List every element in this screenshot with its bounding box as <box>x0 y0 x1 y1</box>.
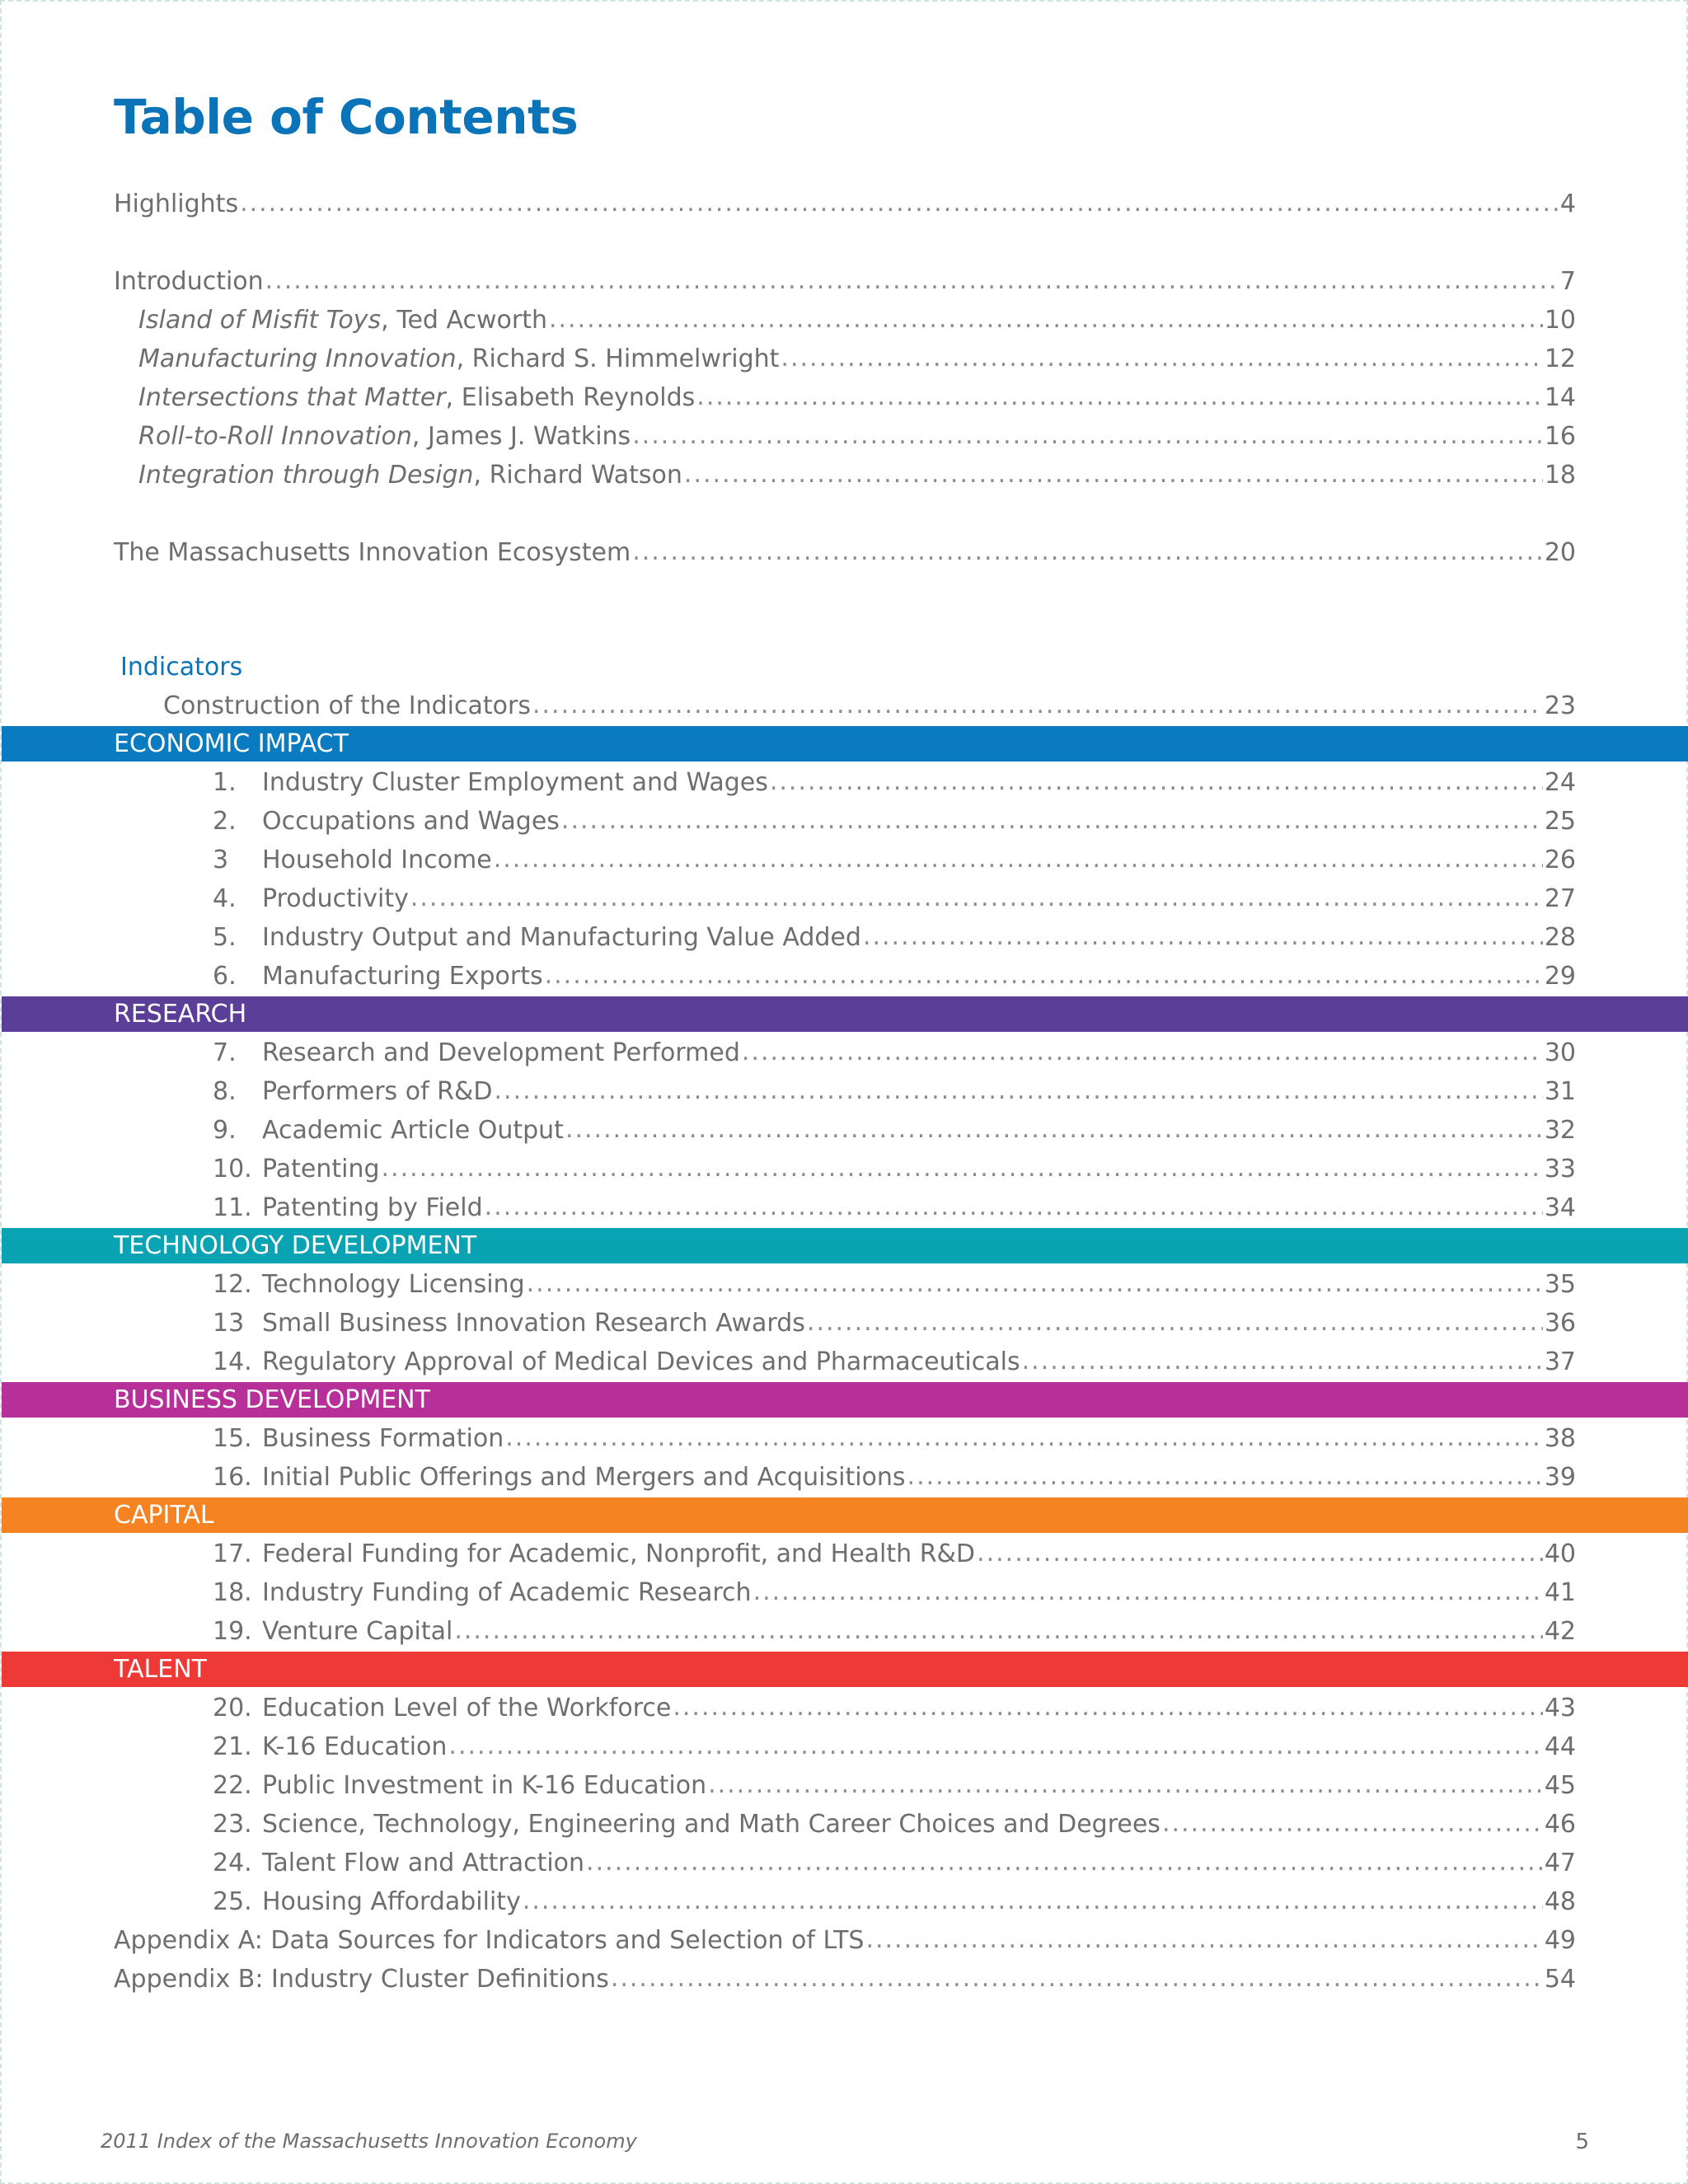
toc-entry-indicator[interactable] <box>2 1458 1688 1497</box>
entry-label: Venture Capital <box>262 1617 453 1646</box>
section-band-technology-development: TECHNOLOGY DEVELOPMENT <box>2 1228 1688 1263</box>
entry-page: 43 <box>1544 1694 1576 1722</box>
dot-leader <box>632 417 1543 455</box>
entry-label: Business Formation <box>262 1424 504 1453</box>
footer-page-number: 5 <box>1575 2130 1589 2154</box>
dot-leader <box>382 1150 1543 1188</box>
toc-entry-indicator[interactable] <box>2 1265 1688 1304</box>
toc-entry-indicator[interactable] <box>2 802 1688 841</box>
section-band-capital: CAPITAL <box>2 1497 1688 1533</box>
entry-page: 35 <box>1544 1270 1576 1299</box>
toc-entry-indicator[interactable] <box>2 1766 1688 1805</box>
entry-label: Productivity <box>262 884 409 913</box>
entry-page: 18 <box>1544 461 1576 490</box>
dot-leader <box>684 456 1543 494</box>
dot-leader <box>807 1304 1543 1342</box>
dot-leader <box>495 1072 1543 1110</box>
dot-leader <box>770 763 1543 801</box>
entry-page: 32 <box>1544 1116 1576 1145</box>
entry-label: Highlights <box>114 190 239 218</box>
entry-label: Household Income <box>262 846 492 874</box>
entry-number: 10. <box>213 1155 252 1183</box>
toc-entry-essay[interactable] <box>2 417 1688 456</box>
dot-leader <box>1162 1805 1543 1843</box>
entry-label: Housing Affordability <box>262 1887 521 1916</box>
toc-entry-indicator[interactable] <box>2 957 1688 996</box>
toc-entry-indicator[interactable] <box>2 1805 1688 1844</box>
entry-page: 7 <box>1559 267 1576 296</box>
toc-entry-essay[interactable] <box>2 456 1688 494</box>
entry-page: 12 <box>1544 344 1576 373</box>
entry-number: 13 <box>213 1309 245 1338</box>
entry-page: 23 <box>1544 691 1576 720</box>
entry-number: 21. <box>213 1732 252 1761</box>
entry-number: 8. <box>213 1077 237 1106</box>
toc-entry-indicator[interactable] <box>2 1573 1688 1612</box>
section-band-research: RESEARCH <box>2 996 1688 1032</box>
entry-number: 25. <box>213 1887 252 1916</box>
entry-number: 12. <box>213 1270 252 1299</box>
entry-label: Introduction <box>114 267 264 296</box>
toc-entry-indicator[interactable] <box>2 1111 1688 1150</box>
dot-leader <box>485 1188 1543 1226</box>
entry-page: 41 <box>1544 1578 1576 1607</box>
entry-label: Research and Development Performed <box>262 1038 740 1067</box>
entry-label: Construction of the Indicators <box>163 691 531 720</box>
entry-page: 33 <box>1544 1155 1576 1183</box>
entry-number: 7. <box>213 1038 237 1067</box>
entry-number: 22. <box>213 1771 252 1800</box>
dot-leader <box>753 1573 1543 1611</box>
entry-label: Patenting by Field <box>262 1193 483 1222</box>
entry-number: 16. <box>213 1463 252 1492</box>
entry-label: Talent Flow and Attraction <box>262 1849 585 1877</box>
entry-page: 24 <box>1544 768 1576 797</box>
entry-label: Appendix A: Data Sources for Indicators and Selection of LTS <box>114 1926 865 1955</box>
page-title: Table of Contents <box>114 89 579 145</box>
entry-label: Industry Funding of Academic Research <box>262 1578 752 1607</box>
dot-leader <box>696 378 1543 416</box>
toc-entry-essay[interactable] <box>2 378 1688 417</box>
footer-publication: 2011 Index of the Massachusetts Innovation Economy <box>101 2130 637 2153</box>
dot-leader <box>632 533 1543 571</box>
toc-entry-indicator[interactable] <box>2 1188 1688 1227</box>
dot-leader <box>708 1766 1543 1804</box>
entry-number: 23. <box>213 1810 252 1839</box>
entry-label: Academic Article Output <box>262 1116 564 1145</box>
entry-page: 31 <box>1544 1077 1576 1106</box>
dot-leader <box>977 1535 1543 1572</box>
indicators-heading: Indicators <box>120 653 243 682</box>
entry-page: 30 <box>1544 1038 1576 1067</box>
entry-page: 10 <box>1544 306 1576 335</box>
entry-number: 9. <box>213 1116 237 1145</box>
entry-page: 34 <box>1544 1193 1576 1222</box>
entry-page: 37 <box>1544 1347 1576 1376</box>
toc-entry-essay[interactable] <box>2 301 1688 340</box>
toc-entry-ecosystem[interactable] <box>2 533 1688 572</box>
toc-entry-appendix-b[interactable] <box>2 1960 1688 1999</box>
dot-leader <box>907 1458 1543 1496</box>
dot-leader <box>673 1689 1542 1727</box>
toc-entry-indicator[interactable] <box>2 841 1688 879</box>
toc-entry-indicator[interactable] <box>2 1612 1688 1651</box>
entry-page: 25 <box>1544 807 1576 836</box>
dot-leader <box>448 1727 1542 1765</box>
entry-number: 14. <box>213 1347 252 1376</box>
entry-page: 44 <box>1544 1732 1576 1761</box>
section-band-business-development: BUSINESS DEVELOPMENT <box>2 1382 1688 1418</box>
entry-page: 4 <box>1559 190 1576 218</box>
essay-author: , Ted Acworth <box>381 306 547 335</box>
entry-page: 42 <box>1544 1617 1576 1646</box>
entry-page: 54 <box>1544 1965 1576 1994</box>
toc-entry-indicator[interactable] <box>2 1033 1688 1072</box>
entry-page: 16 <box>1544 422 1576 451</box>
dot-leader <box>240 185 1559 223</box>
entry-page: 20 <box>1544 538 1576 567</box>
toc-entry-indicator[interactable] <box>2 1419 1688 1458</box>
essay-author: , Richard S. Himmelwright <box>456 344 780 373</box>
entry-label: Technology Licensing <box>262 1270 525 1299</box>
entry-label: Patenting <box>262 1155 380 1183</box>
toc-entry-construction[interactable] <box>2 687 1688 725</box>
section-band-economic-impact: ECONOMIC IMPACT <box>2 726 1688 762</box>
entry-number: 24. <box>213 1849 252 1877</box>
toc-entry-indicator[interactable] <box>2 1882 1688 1921</box>
dot-leader <box>549 301 1543 339</box>
dot-leader <box>454 1612 1543 1650</box>
dot-leader <box>742 1033 1543 1071</box>
entry-number: 20. <box>213 1694 252 1722</box>
toc-entry-indicator[interactable] <box>2 918 1688 957</box>
dot-leader <box>410 879 1543 917</box>
entry-label: K-16 Education <box>262 1732 448 1761</box>
entry-page: 46 <box>1544 1810 1576 1839</box>
entry-label: The Massachusetts Innovation Ecosystem <box>114 538 631 567</box>
entry-page: 39 <box>1544 1463 1576 1492</box>
dot-leader <box>586 1844 1543 1882</box>
essay-author: , Elisabeth Reynolds <box>445 383 696 412</box>
dot-leader <box>527 1265 1543 1303</box>
toc-entry-essay[interactable] <box>2 340 1688 378</box>
entry-label: Small Business Innovation Research Awards <box>262 1309 805 1338</box>
dot-leader <box>561 802 1543 840</box>
toc-entry-indicator[interactable] <box>2 1689 1688 1727</box>
essay-title: Intersections that Matter <box>138 383 446 412</box>
dot-leader <box>545 957 1543 995</box>
entry-label: Occupations and Wages <box>262 807 560 836</box>
entry-number: 6. <box>213 962 237 991</box>
entry-number: 15. <box>213 1424 252 1453</box>
toc-entry-introduction[interactable] <box>2 262 1688 301</box>
entry-label: Industry Cluster Employment and Wages <box>262 768 768 797</box>
essay-title: Roll-to-Roll Innovation <box>138 422 412 451</box>
entry-number: 11. <box>213 1193 252 1222</box>
entry-label: Federal Funding for Academic, Nonprofit, and Health R&D <box>262 1540 976 1568</box>
entry-number: 17. <box>213 1540 252 1568</box>
dot-leader <box>565 1111 1543 1149</box>
toc-entry-highlights[interactable] <box>2 185 1688 223</box>
essay-title: Integration through Design <box>138 461 474 490</box>
entry-page: 45 <box>1544 1771 1576 1800</box>
dot-leader <box>505 1419 1543 1457</box>
entry-page: 40 <box>1544 1540 1576 1568</box>
dot-leader <box>781 340 1542 377</box>
entry-number: 19. <box>213 1617 252 1646</box>
entry-label: Industry Output and Manufacturing Value Added <box>262 923 861 952</box>
entry-number: 3 <box>213 846 229 874</box>
essay-author: , Richard Watson <box>473 461 682 490</box>
essay-title: Manufacturing Innovation <box>138 344 457 373</box>
entry-page: 49 <box>1544 1926 1576 1955</box>
toc-entry-indicator[interactable] <box>2 1150 1688 1188</box>
entry-page: 36 <box>1544 1309 1576 1338</box>
entry-label: Science, Technology, Engineering and Math Career Choices and Degrees <box>262 1810 1160 1839</box>
section-band-talent: TALENT <box>2 1652 1688 1687</box>
entry-page: 38 <box>1544 1424 1576 1453</box>
entry-label: Public Investment in K-16 Education <box>262 1771 707 1800</box>
entry-number: 18. <box>213 1578 252 1607</box>
dot-leader <box>494 841 1543 879</box>
dot-leader <box>865 1921 1542 1959</box>
entry-page: 27 <box>1544 884 1576 913</box>
entry-number: 2. <box>213 807 237 836</box>
dot-leader <box>863 918 1543 956</box>
essay-title: Island of Misfit Toys <box>138 306 382 335</box>
entry-page: 26 <box>1544 846 1576 874</box>
entry-page: 28 <box>1544 923 1576 952</box>
essay-author: , James J. Watkins <box>411 422 631 451</box>
toc-entry-indicator[interactable] <box>2 1844 1688 1882</box>
dot-leader <box>1022 1343 1543 1380</box>
entry-number: 5. <box>213 923 237 952</box>
entry-label: Education Level of the Workforce <box>262 1694 672 1722</box>
entry-label: Appendix B: Industry Cluster Definitions <box>114 1965 609 1994</box>
toc-entry-indicator[interactable] <box>2 1304 1688 1343</box>
entry-label: Manufacturing Exports <box>262 962 543 991</box>
toc-entry-indicator[interactable] <box>2 879 1688 918</box>
dot-leader <box>611 1960 1543 1998</box>
toc-entry-indicator[interactable] <box>2 1727 1688 1766</box>
toc-entry-indicator[interactable] <box>2 1072 1688 1111</box>
dot-leader <box>532 687 1543 724</box>
dot-leader <box>265 262 1559 300</box>
entry-page: 14 <box>1544 383 1576 412</box>
entry-page: 29 <box>1544 962 1576 991</box>
entry-label: Performers of R&D <box>262 1077 493 1106</box>
entry-label: Initial Public Offerings and Mergers and Acquisitions <box>262 1463 906 1492</box>
entry-number: 1. <box>213 768 237 797</box>
entry-page: 47 <box>1544 1849 1576 1877</box>
entry-page: 48 <box>1544 1887 1576 1916</box>
entry-label: Regulatory Approval of Medical Devices and Pharmaceuticals <box>262 1347 1020 1376</box>
toc-entry-indicator[interactable] <box>2 1535 1688 1573</box>
toc-entry-indicator[interactable] <box>2 763 1688 802</box>
toc-entry-appendix-a[interactable] <box>2 1921 1688 1960</box>
toc-entry-indicator[interactable] <box>2 1343 1688 1381</box>
dot-leader <box>523 1882 1543 1920</box>
entry-number: 4. <box>213 884 237 913</box>
